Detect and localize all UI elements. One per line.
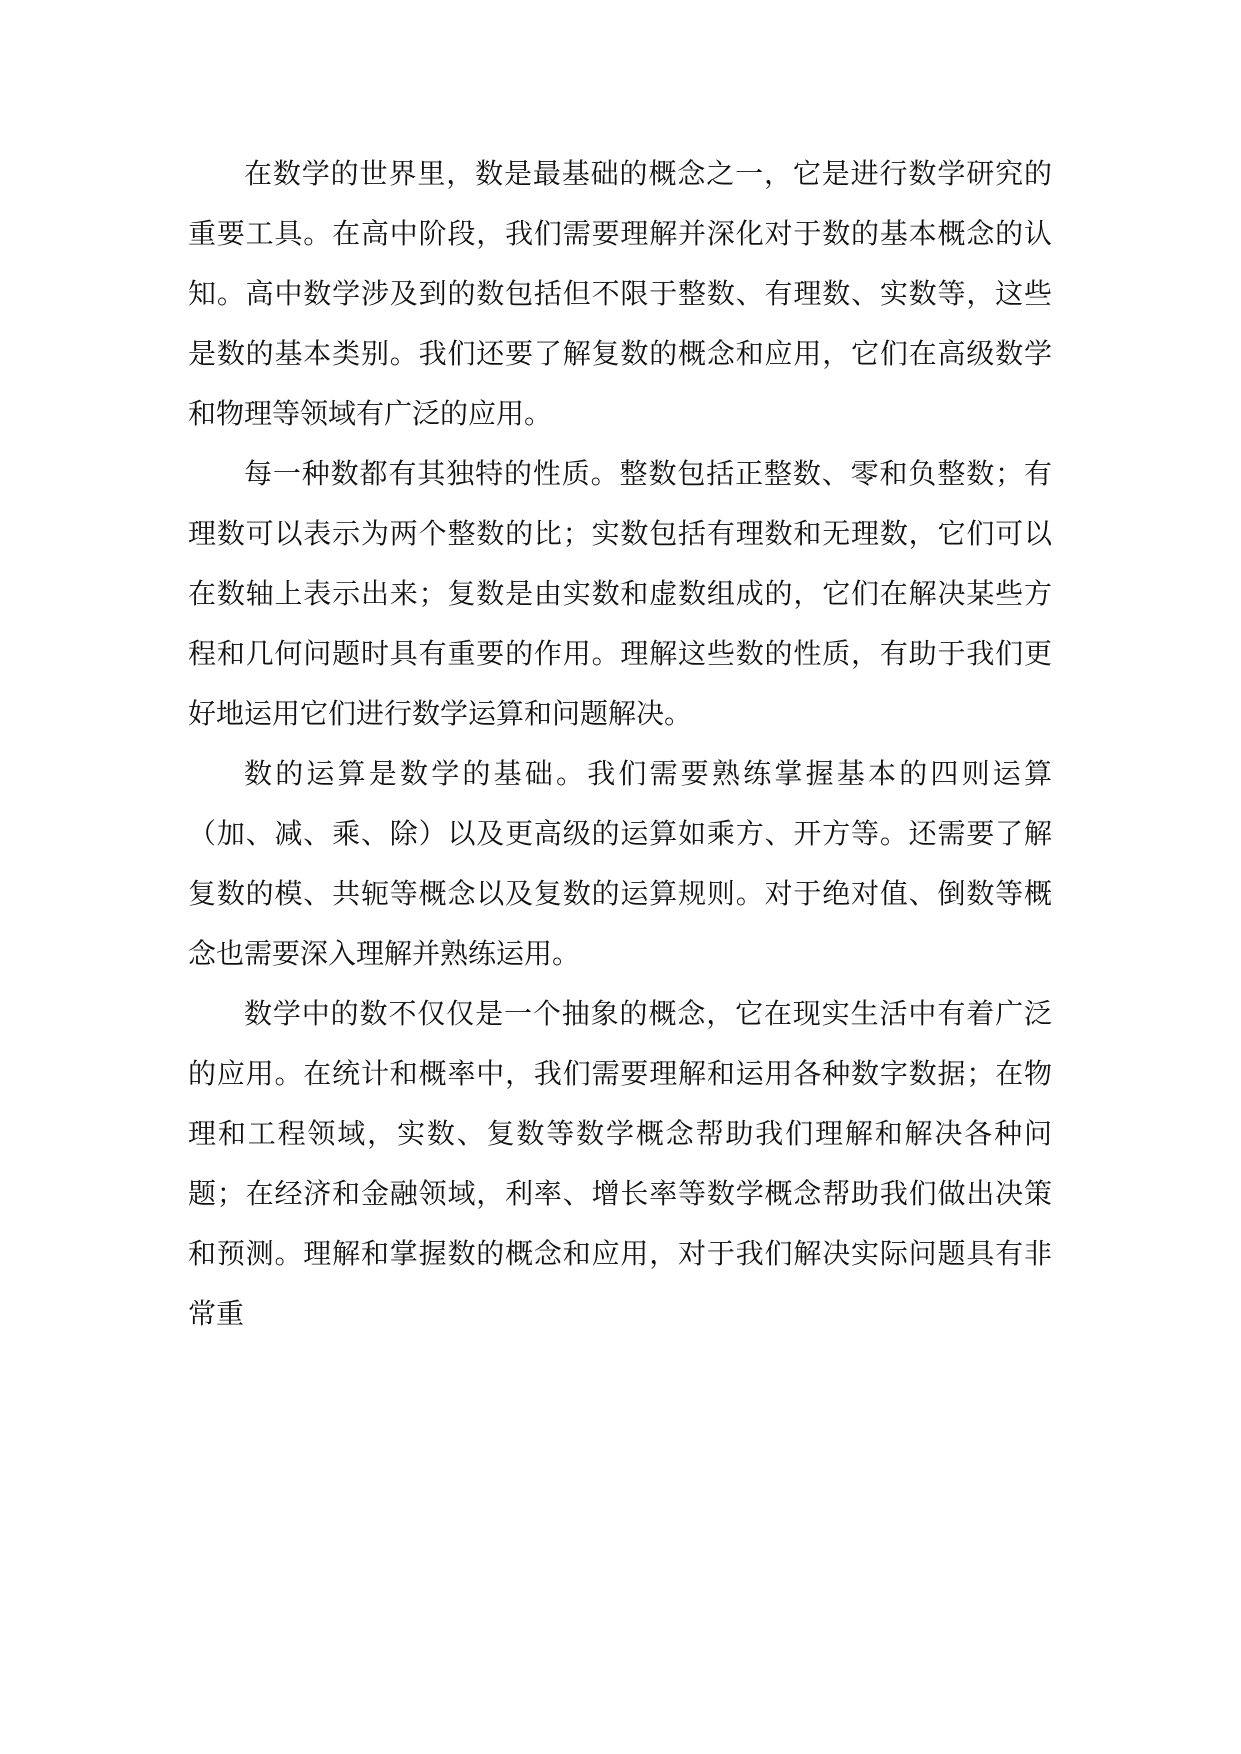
paragraph-1: 在数学的世界里，数是最基础的概念之一，它是进行数学研究的重要工具。在高中阶段，我们需要理解并深化对于数的基本概念的认知。高中数学涉及到的数包括但不限于整数、有理数、实数等，这些是数的基本类别。我们还要了解复数的概念和应用，它们在高级数学和物理等领域有广泛的应用。 [188, 157, 1052, 430]
paragraph-3: 数的运算是数学的基础。我们需要熟练掌握基本的四则运算（加、减、乘、除）以及更高级的运算如乘方、开方等。还需要了解复数的模、共轭等概念以及复数的运算规则。对于绝对值、倒数等概念也需要深入理解并熟练运用。 [188, 757, 1052, 970]
paragraph-4: 数学中的数不仅仅是一个抽象的概念，它在现实生活中有着广泛的应用。在统计和概率中，我们需要理解和运用各种数字数据；在物理和工程领域，实数、复数等数学概念帮助我们理解和解决各种问题；在经济和金融领域，利率、增长率等数学概念帮助我们做出决策和预测。理解和掌握数的概念和应用，对于我们解决实际问题具有非常重 [188, 997, 1052, 1330]
body-text [188, 144, 1052, 1344]
paragraph-2: 每一种数都有其独特的性质。整数包括正整数、零和负整数；有理数可以表示为两个整数的比；实数包括有理数和无理数，它们可以在数轴上表示出来；复数是由实数和虚数组成的，它们在解决某些方程和几何问题时具有重要的作用。理解这些数的性质，有助于我们更好地运用它们进行数学运算和问题解决。 [188, 457, 1052, 730]
